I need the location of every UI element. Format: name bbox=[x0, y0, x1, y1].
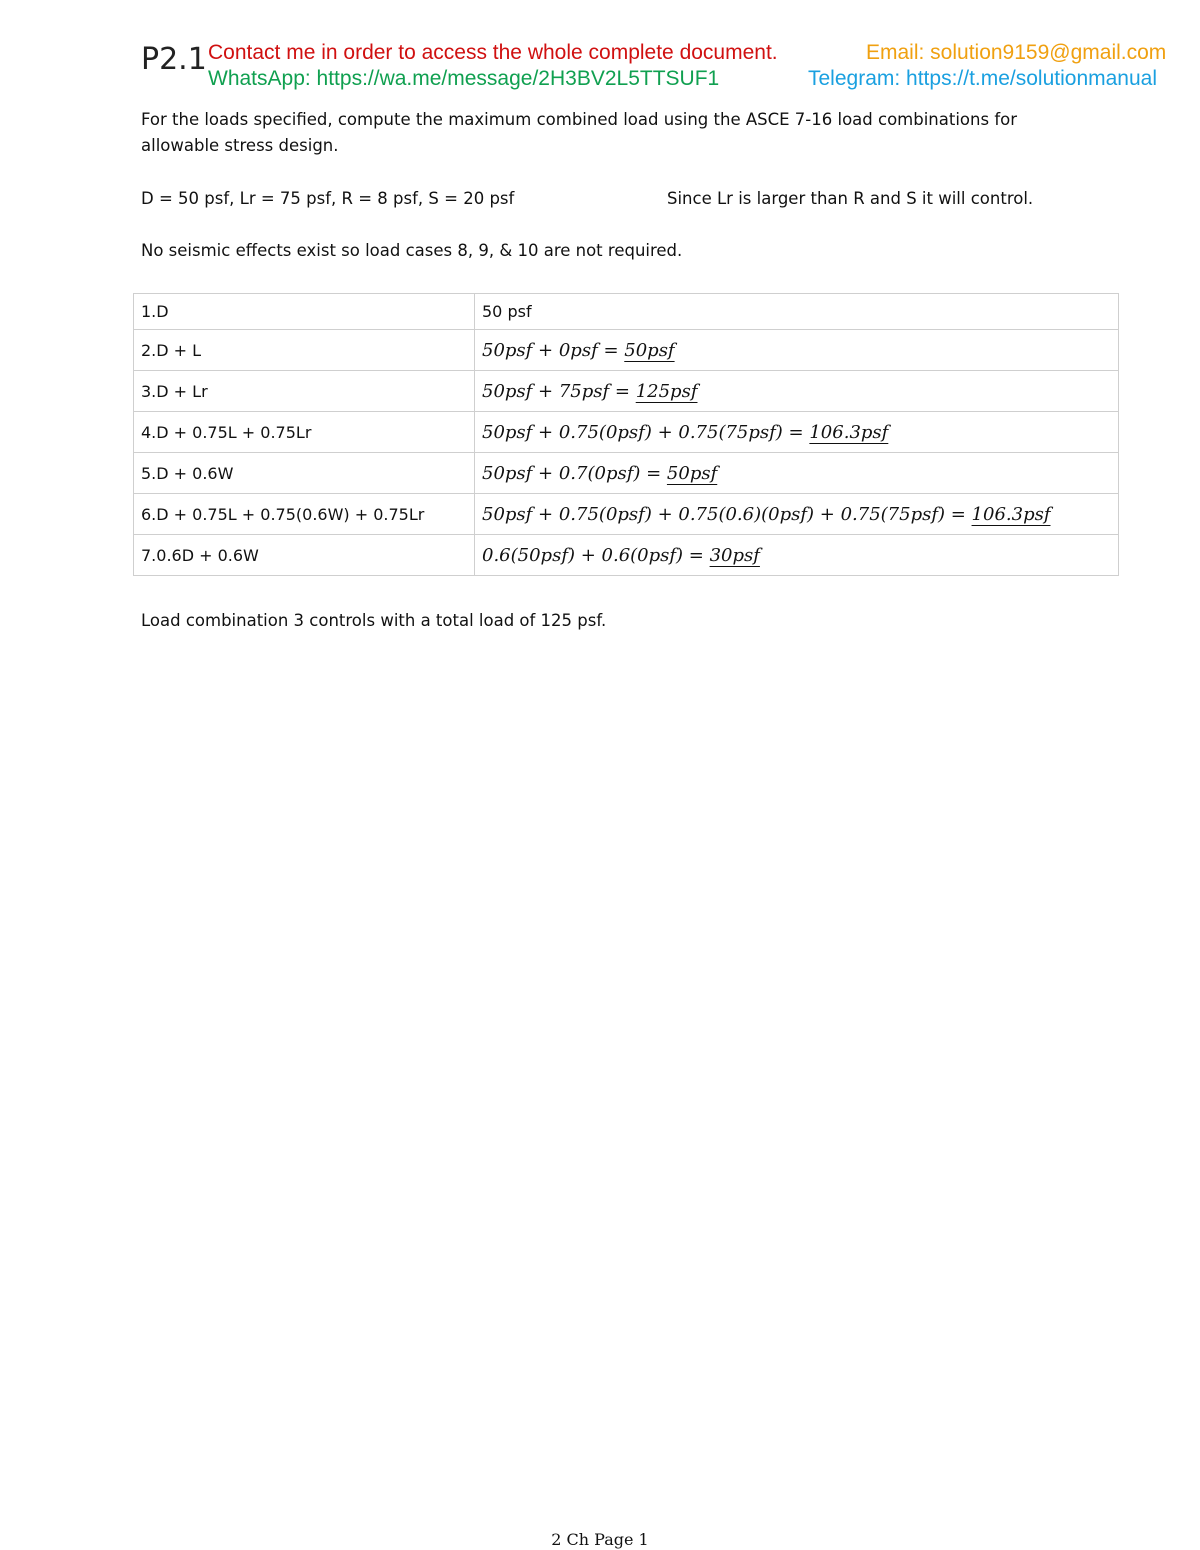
combination-name: 5.D + 0.6W bbox=[134, 453, 475, 494]
contact-telegram: Telegram: https://t.me/solutionmanual bbox=[808, 67, 1158, 90]
table-row bbox=[134, 371, 1119, 412]
problem-statement-line-2: allowable stress design. bbox=[141, 136, 339, 155]
controlling-load-note: Since Lr is larger than R and S it will control. bbox=[667, 189, 1034, 208]
combination-calculation bbox=[475, 412, 1119, 453]
table-row bbox=[134, 453, 1119, 494]
problem-title: P2.1 bbox=[141, 42, 207, 77]
calc-expression: 50psf + 75psf = bbox=[482, 380, 636, 402]
table-row bbox=[134, 330, 1119, 371]
calc-expression: 50 psf bbox=[482, 302, 532, 321]
combination-name: 3.D + Lr bbox=[134, 371, 475, 412]
combination-name: 6.D + 0.75L + 0.75(0.6W) + 0.75Lr bbox=[134, 494, 475, 535]
calc-result: 50psf bbox=[666, 462, 718, 484]
problem-statement-line-1: For the loads specified, compute the maximum combined load using the ASCE 7-16 load combinations for bbox=[141, 110, 1018, 129]
table-row bbox=[134, 412, 1119, 453]
page-footer: 2 Ch Page 1 bbox=[551, 1530, 649, 1549]
combination-calculation bbox=[475, 535, 1119, 576]
calc-result: 125psf bbox=[635, 380, 698, 402]
seismic-note: No seismic effects exist so load cases 8, 9, & 10 are not required. bbox=[141, 241, 683, 260]
combination-name: 4.D + 0.75L + 0.75Lr bbox=[134, 412, 475, 453]
combination-calculation bbox=[475, 294, 1119, 330]
calc-expression: 50psf + 0.75(0psf) + 0.75(0.6)(0psf) + 0.75(75psf) = bbox=[482, 503, 972, 525]
table-row bbox=[134, 535, 1119, 576]
calc-result: 106.3psf bbox=[809, 421, 889, 443]
calc-expression: 50psf + 0.75(0psf) + 0.75(75psf) = bbox=[482, 421, 810, 443]
combination-name: 7.0.6D + 0.6W bbox=[134, 535, 475, 576]
table-row bbox=[134, 294, 1119, 330]
combination-name: 2.D + L bbox=[134, 330, 475, 371]
contact-email: Email: solution9159@gmail.com bbox=[866, 41, 1167, 64]
table-row bbox=[134, 494, 1119, 535]
combination-name: 1.D bbox=[134, 294, 475, 330]
given-loads: D = 50 psf, Lr = 75 psf, R = 8 psf, S = 20 psf bbox=[141, 189, 515, 208]
load-combination-table bbox=[133, 293, 1119, 576]
combination-calculation bbox=[475, 371, 1119, 412]
contact-whatsapp: WhatsApp: https://wa.me/message/2H3BV2L5TTSUF1 bbox=[208, 67, 720, 90]
calc-expression: 50psf + 0.7(0psf) = bbox=[482, 462, 667, 484]
calc-expression: 0.6(50psf) + 0.6(0psf) = bbox=[482, 544, 710, 566]
calc-result: 106.3psf bbox=[971, 503, 1051, 525]
combination-calculation bbox=[475, 453, 1119, 494]
calc-result: 30psf bbox=[709, 544, 760, 566]
calc-expression: 50psf + 0psf = bbox=[482, 339, 625, 361]
combination-calculation bbox=[475, 330, 1119, 371]
calc-result: 50psf bbox=[624, 339, 675, 361]
conclusion: Load combination 3 controls with a total load of 125 psf. bbox=[141, 611, 607, 630]
contact-message: Contact me in order to access the whole complete document. bbox=[208, 41, 778, 64]
combination-calculation bbox=[475, 494, 1119, 535]
